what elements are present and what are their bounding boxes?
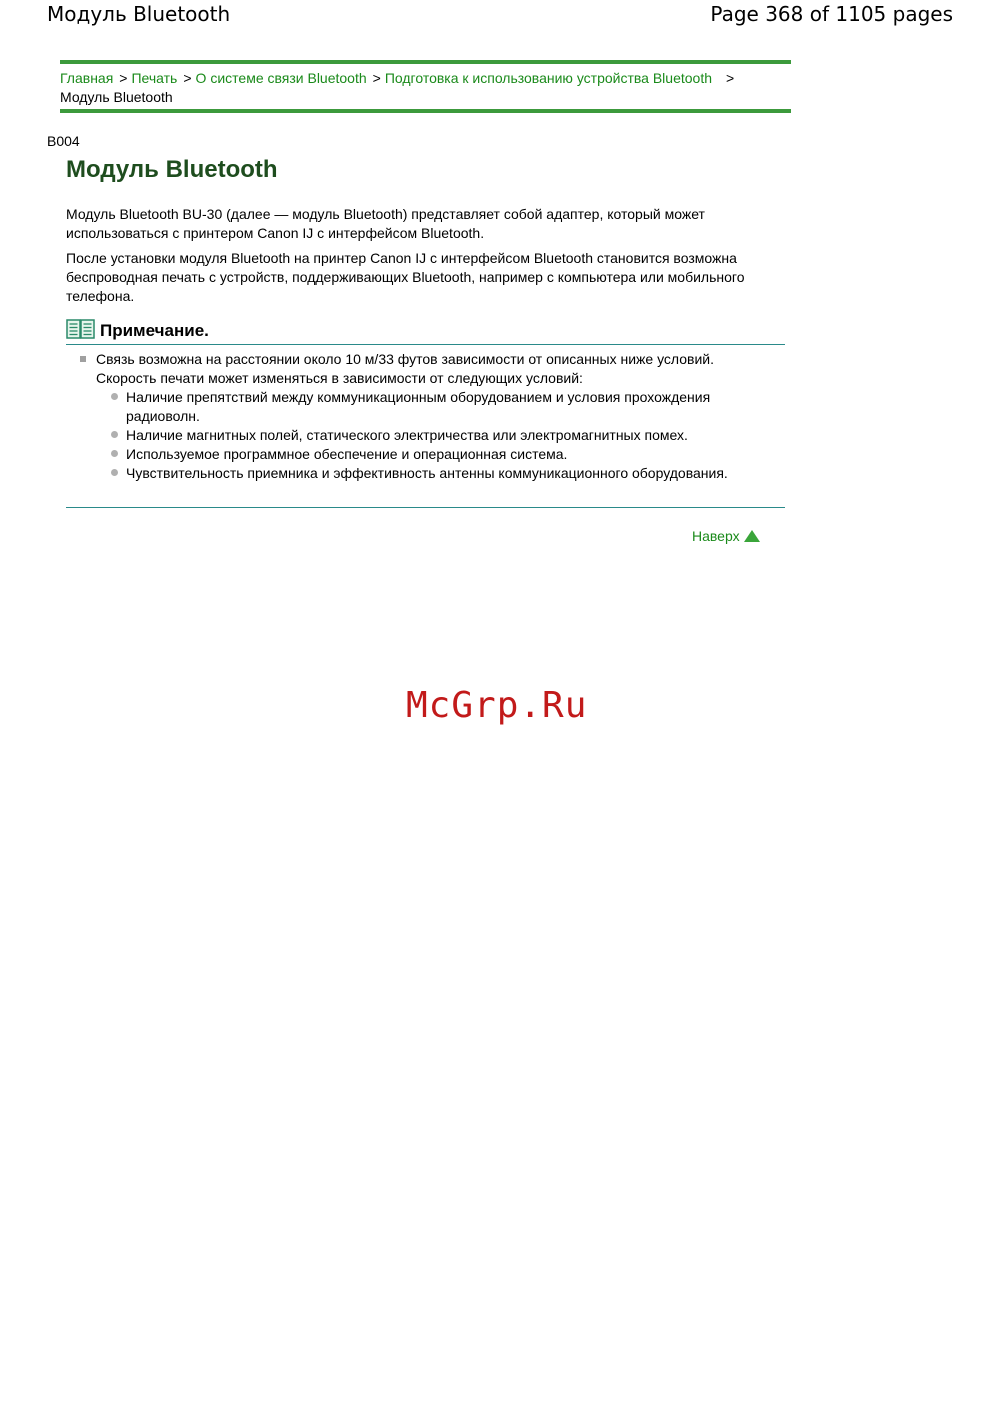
breadcrumb-separator: >	[372, 70, 381, 86]
list-item	[126, 426, 776, 445]
bullet-dot-icon	[111, 469, 118, 476]
bullet-dot-icon	[111, 393, 118, 400]
breadcrumb-link-home[interactable]: Главная	[60, 70, 114, 86]
page-header	[0, 0, 1000, 30]
up-triangle-icon	[744, 530, 760, 542]
watermark-logo: McGrp.Ru	[406, 685, 588, 726]
list-item-text: Используемое программное обеспечение и операционная система.	[126, 446, 568, 462]
note-title: Примечание.	[100, 321, 209, 340]
breadcrumb-separator: >	[726, 70, 735, 86]
note-header	[66, 318, 785, 345]
breadcrumb-link-bluetooth-about[interactable]: О системе связи Bluetooth	[195, 70, 367, 86]
back-to-top-label: Наверх	[692, 528, 740, 544]
document-title: Модуль Bluetooth	[47, 2, 231, 26]
note-body	[66, 350, 785, 508]
note-sub-list	[126, 388, 776, 483]
note-main-text: Связь возможна на расстоянии около 10 м/33 футов зависимости от описанных ниже условий. Скорость печати может изменяться в зависимости от следующих условий:	[96, 351, 715, 386]
bullet-dot-icon	[111, 431, 118, 438]
breadcrumb-separator: >	[183, 70, 192, 86]
list-item-text: Чувствительность приемника и эффективность антенны коммуникационного оборудования.	[126, 465, 728, 481]
bullet-dot-icon	[111, 450, 118, 457]
breadcrumb-separator: >	[119, 70, 128, 86]
breadcrumb-current: Модуль Bluetooth	[60, 89, 173, 105]
list-item-text: Наличие препятствий между коммуникационным оборудованием и условия прохождения радиоволн.	[126, 389, 711, 424]
list-item-text: Наличие магнитных полей, статического электричества или электромагнитных помех.	[126, 427, 688, 443]
paragraph-intro: Модуль Bluetooth BU-30 (далее — модуль Bluetooth) представляет собой адаптер, который может использоваться с принтером Canon IJ с интерфейсом Bluetooth.	[66, 206, 705, 241]
breadcrumb-link-print[interactable]: Печать	[131, 70, 178, 86]
breadcrumb-link-bluetooth-prepare[interactable]: Подготовка к использованию устройства Bluetooth	[384, 70, 712, 86]
page-title: Модуль Bluetooth	[66, 156, 278, 183]
list-item	[126, 464, 776, 483]
square-bullet-icon	[80, 356, 86, 362]
book-icon	[66, 318, 96, 340]
page-code: B004	[47, 133, 80, 149]
paragraph-usage: После установки модуля Bluetooth на принтер Canon IJ с интерфейсом Bluetooth становится возможна беспроводная печать с устройств, поддерживающих Bluetooth, например с компьютера или мобильного телефона.	[66, 250, 745, 304]
list-item	[126, 445, 776, 464]
list-item	[126, 388, 776, 426]
breadcrumb	[60, 60, 791, 113]
back-to-top-link[interactable]	[692, 528, 760, 544]
page-number: Page 368 of 1105 pages	[710, 2, 953, 26]
